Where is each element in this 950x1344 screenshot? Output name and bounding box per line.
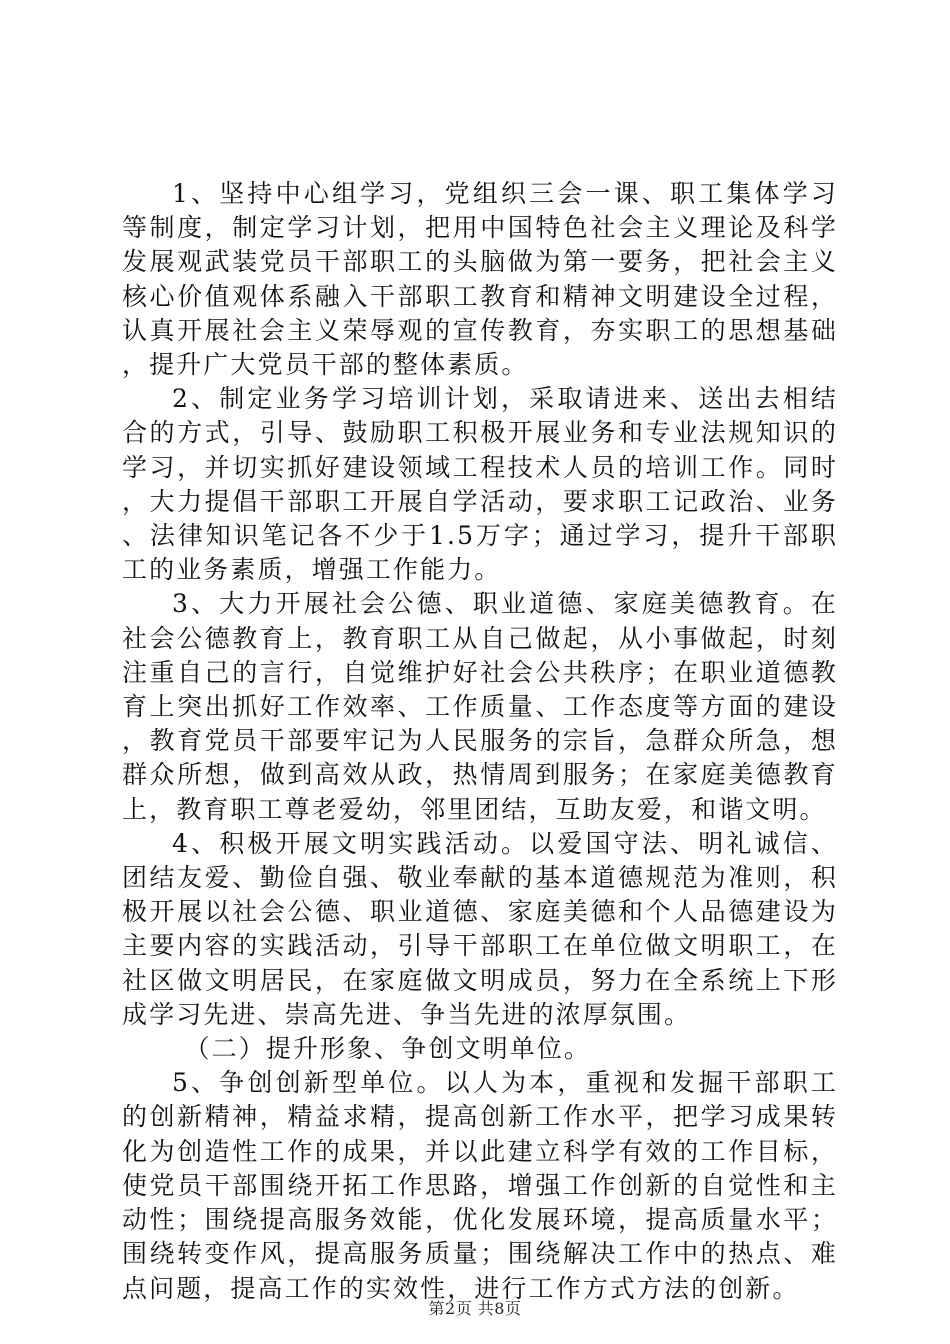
section-heading: （二）提升形象、争创文明单位。 <box>184 1034 592 1064</box>
paragraph-5: 5、争创创新型单位。以人为本，重视和发掘干部职工的创新精神，精益求精，提高创新工作水平，把学习成果转化为创造性工作的成果，并以此建立科学有效的工作目标，使党员干部围绕开拓工作思路，增强工作创新的自觉性和主动性；围绕提高服务效能，优化发展环境，提高质量水平；围绕转变作风，提高服务质量；围绕解决工作中的热点、难点问题，提高工作的实效性，进行工作方式方法的创新。 <box>122 1068 838 1303</box>
paragraph-4: 4、积极开展文明实践活动。以爱国守法、明礼诚信、团结友爱、勤俭自强、敬业奉献的基本道德规范为准则，积极开展以社会公德、职业道德、家庭美德和个人品德建设为主要内容的实践活动，引导干部职工在单位做文明职工，在社区做文明居民，在家庭做文明成员，努力在全系统上下形成学习先进、崇高先进、争当先进的浓厚氛围。 <box>122 828 838 1029</box>
document-body <box>122 177 838 1306</box>
paragraph-3: 3、大力开展社会公德、职业道德、家庭美德教育。在社会公德教育上，教育职工从自己做起，从小事做起，时刻注重自己的言行，自觉维护好社会公共秩序；在职业道德教育上突出抓好工作效率、工作质量、工作态度等方面的建设，教育党员干部要牢记为人民服务的宗旨，急群众所急，想群众所想，做到高效从政，热情周到服务；在家庭美德教育上，教育职工尊老爱幼，邻里团结，互助友爱，和谐文明。 <box>122 589 838 824</box>
paragraph-1: 1、坚持中心组学习，党组织三会一课、职工集体学习等制度，制定学习计划，把用中国特色社会主义理论及科学发展观武装党员干部职工的头脑做为第一要务，把社会主义核心价值观体系融入干部职工教育和精神文明建设全过程，认真开展社会主义荣辱观的宣传教育，夯实职工的思想基础，提升广大党员干部的整体素质。 <box>122 179 838 380</box>
page-footer <box>0 1299 950 1319</box>
page-number-text: 第2页 共8页 <box>428 1299 522 1318</box>
paragraph-2: 2、制定业务学习培训计划，采取请进来、送出去相结合的方式，引导、鼓励职工积极开展业务和专业法规知识的学习，并切实抓好建设领域工程技术人员的培训工作。同时，大力提倡干部职工开展自学活动，要求职工记政治、业务、法律知识笔记各不少于1.5万字；通过学习，提升干部职工的业务素质，增强工作能力。 <box>122 384 838 585</box>
